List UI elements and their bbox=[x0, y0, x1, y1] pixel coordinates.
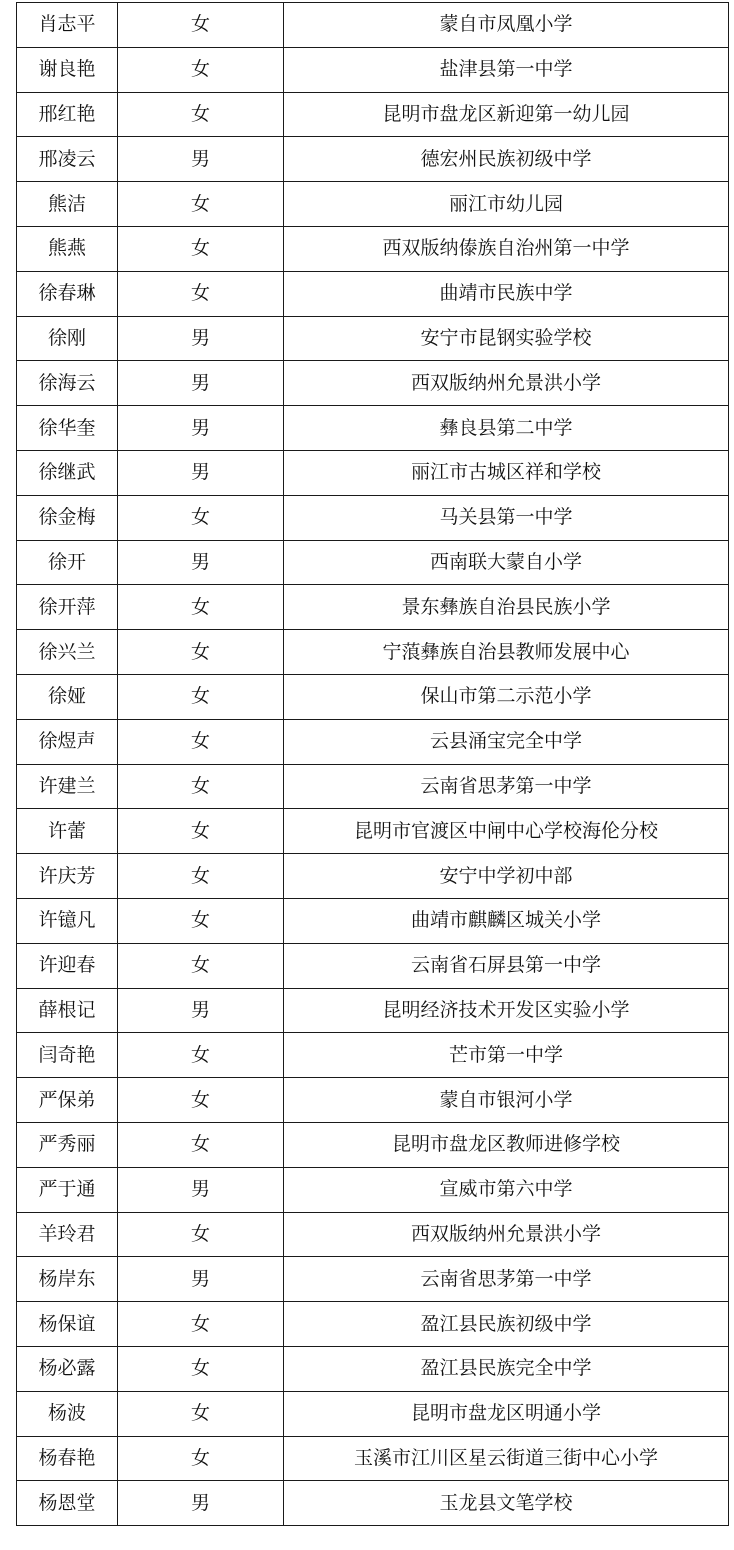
gender-cell: 女 bbox=[118, 809, 284, 854]
table-row bbox=[17, 674, 729, 719]
name-cell: 邢红艳 bbox=[17, 92, 118, 137]
school-cell: 玉龙县文笔学校 bbox=[284, 1481, 729, 1526]
gender-cell: 女 bbox=[118, 898, 284, 943]
gender-cell: 男 bbox=[118, 316, 284, 361]
gender-cell: 女 bbox=[118, 3, 284, 48]
table-row bbox=[17, 3, 729, 48]
gender-cell: 男 bbox=[118, 406, 284, 451]
name-cell: 徐金梅 bbox=[17, 495, 118, 540]
gender-cell: 男 bbox=[118, 1481, 284, 1526]
school-cell: 云南省石屏县第一中学 bbox=[284, 943, 729, 988]
school-cell: 昆明市盘龙区教师进修学校 bbox=[284, 1122, 729, 1167]
school-cell: 盈江县民族初级中学 bbox=[284, 1302, 729, 1347]
table-row bbox=[17, 1033, 729, 1078]
gender-cell: 女 bbox=[118, 182, 284, 227]
gender-cell: 女 bbox=[118, 92, 284, 137]
table-row bbox=[17, 1436, 729, 1481]
name-cell: 徐华奎 bbox=[17, 406, 118, 451]
roster-table bbox=[16, 2, 729, 1526]
table-row bbox=[17, 1122, 729, 1167]
table-row bbox=[17, 1346, 729, 1391]
table-row bbox=[17, 630, 729, 675]
table-row bbox=[17, 1167, 729, 1212]
name-cell: 羊玲君 bbox=[17, 1212, 118, 1257]
name-cell: 杨波 bbox=[17, 1391, 118, 1436]
name-cell: 严于通 bbox=[17, 1167, 118, 1212]
name-cell: 严秀丽 bbox=[17, 1122, 118, 1167]
table-row bbox=[17, 137, 729, 182]
table-row bbox=[17, 1302, 729, 1347]
school-cell: 曲靖市民族中学 bbox=[284, 271, 729, 316]
table-row bbox=[17, 182, 729, 227]
school-cell: 保山市第二示范小学 bbox=[284, 674, 729, 719]
school-cell: 昆明市盘龙区新迎第一幼儿园 bbox=[284, 92, 729, 137]
table-row bbox=[17, 1078, 729, 1123]
school-cell: 丽江市幼儿园 bbox=[284, 182, 729, 227]
school-cell: 玉溪市江川区星云街道三街中心小学 bbox=[284, 1436, 729, 1481]
gender-cell: 女 bbox=[118, 226, 284, 271]
table-row bbox=[17, 988, 729, 1033]
school-cell: 云南省思茅第一中学 bbox=[284, 764, 729, 809]
name-cell: 熊燕 bbox=[17, 226, 118, 271]
name-cell: 徐开 bbox=[17, 540, 118, 585]
gender-cell: 女 bbox=[118, 719, 284, 764]
name-cell: 徐开萍 bbox=[17, 585, 118, 630]
table-row bbox=[17, 1257, 729, 1302]
table-row bbox=[17, 943, 729, 988]
name-cell: 杨保谊 bbox=[17, 1302, 118, 1347]
school-cell: 西双版纳州允景洪小学 bbox=[284, 361, 729, 406]
gender-cell: 女 bbox=[118, 630, 284, 675]
table-row bbox=[17, 719, 729, 764]
gender-cell: 女 bbox=[118, 495, 284, 540]
gender-cell: 女 bbox=[118, 943, 284, 988]
school-cell: 云南省思茅第一中学 bbox=[284, 1257, 729, 1302]
roster-table-body bbox=[17, 3, 729, 1526]
gender-cell: 女 bbox=[118, 1122, 284, 1167]
gender-cell: 女 bbox=[118, 674, 284, 719]
gender-cell: 男 bbox=[118, 988, 284, 1033]
table-row bbox=[17, 854, 729, 899]
school-cell: 盈江县民族完全中学 bbox=[284, 1346, 729, 1391]
table-row bbox=[17, 540, 729, 585]
school-cell: 景东彝族自治县民族小学 bbox=[284, 585, 729, 630]
gender-cell: 女 bbox=[118, 1302, 284, 1347]
school-cell: 西双版纳傣族自治州第一中学 bbox=[284, 226, 729, 271]
school-cell: 丽江市古城区祥和学校 bbox=[284, 450, 729, 495]
table-row bbox=[17, 271, 729, 316]
name-cell: 肖志平 bbox=[17, 3, 118, 48]
table-row bbox=[17, 1391, 729, 1436]
table-row bbox=[17, 1481, 729, 1526]
name-cell: 许镱凡 bbox=[17, 898, 118, 943]
name-cell: 徐刚 bbox=[17, 316, 118, 361]
school-cell: 芒市第一中学 bbox=[284, 1033, 729, 1078]
school-cell: 昆明经济技术开发区实验小学 bbox=[284, 988, 729, 1033]
name-cell: 杨岸东 bbox=[17, 1257, 118, 1302]
gender-cell: 女 bbox=[118, 271, 284, 316]
school-cell: 彝良县第二中学 bbox=[284, 406, 729, 451]
school-cell: 昆明市官渡区中闸中心学校海伦分校 bbox=[284, 809, 729, 854]
name-cell: 徐娅 bbox=[17, 674, 118, 719]
gender-cell: 女 bbox=[118, 1391, 284, 1436]
school-cell: 曲靖市麒麟区城关小学 bbox=[284, 898, 729, 943]
school-cell: 德宏州民族初级中学 bbox=[284, 137, 729, 182]
school-cell: 蒙自市凤凰小学 bbox=[284, 3, 729, 48]
school-cell: 云县涌宝完全中学 bbox=[284, 719, 729, 764]
table-row bbox=[17, 495, 729, 540]
name-cell: 邢凌云 bbox=[17, 137, 118, 182]
gender-cell: 男 bbox=[118, 1167, 284, 1212]
name-cell: 杨恩堂 bbox=[17, 1481, 118, 1526]
name-cell: 闫奇艳 bbox=[17, 1033, 118, 1078]
name-cell: 徐兴兰 bbox=[17, 630, 118, 675]
gender-cell: 女 bbox=[118, 1078, 284, 1123]
name-cell: 许庆芳 bbox=[17, 854, 118, 899]
name-cell: 杨必露 bbox=[17, 1346, 118, 1391]
table-row bbox=[17, 316, 729, 361]
gender-cell: 女 bbox=[118, 764, 284, 809]
table-row bbox=[17, 764, 729, 809]
gender-cell: 男 bbox=[118, 361, 284, 406]
table-row bbox=[17, 226, 729, 271]
name-cell: 许蕾 bbox=[17, 809, 118, 854]
gender-cell: 女 bbox=[118, 1212, 284, 1257]
school-cell: 马关县第一中学 bbox=[284, 495, 729, 540]
name-cell: 徐煜声 bbox=[17, 719, 118, 764]
school-cell: 宣威市第六中学 bbox=[284, 1167, 729, 1212]
name-cell: 徐春琳 bbox=[17, 271, 118, 316]
school-cell: 宁蒗彝族自治县教师发展中心 bbox=[284, 630, 729, 675]
gender-cell: 女 bbox=[118, 1436, 284, 1481]
name-cell: 许建兰 bbox=[17, 764, 118, 809]
gender-cell: 男 bbox=[118, 1257, 284, 1302]
table-row bbox=[17, 47, 729, 92]
school-cell: 蒙自市银河小学 bbox=[284, 1078, 729, 1123]
school-cell: 昆明市盘龙区明通小学 bbox=[284, 1391, 729, 1436]
table-row bbox=[17, 898, 729, 943]
name-cell: 许迎春 bbox=[17, 943, 118, 988]
name-cell: 严保弟 bbox=[17, 1078, 118, 1123]
school-cell: 盐津县第一中学 bbox=[284, 47, 729, 92]
name-cell: 徐海云 bbox=[17, 361, 118, 406]
table-row bbox=[17, 809, 729, 854]
school-cell: 西南联大蒙自小学 bbox=[284, 540, 729, 585]
gender-cell: 女 bbox=[118, 1033, 284, 1078]
gender-cell: 女 bbox=[118, 1346, 284, 1391]
gender-cell: 男 bbox=[118, 137, 284, 182]
school-cell: 安宁市昆钢实验学校 bbox=[284, 316, 729, 361]
name-cell: 杨春艳 bbox=[17, 1436, 118, 1481]
gender-cell: 女 bbox=[118, 854, 284, 899]
table-row bbox=[17, 450, 729, 495]
name-cell: 谢良艳 bbox=[17, 47, 118, 92]
gender-cell: 男 bbox=[118, 540, 284, 585]
name-cell: 熊洁 bbox=[17, 182, 118, 227]
gender-cell: 男 bbox=[118, 450, 284, 495]
table-row bbox=[17, 406, 729, 451]
table-row bbox=[17, 585, 729, 630]
table-row bbox=[17, 361, 729, 406]
school-cell: 西双版纳州允景洪小学 bbox=[284, 1212, 729, 1257]
name-cell: 薛根记 bbox=[17, 988, 118, 1033]
gender-cell: 女 bbox=[118, 47, 284, 92]
table-row bbox=[17, 92, 729, 137]
gender-cell: 女 bbox=[118, 585, 284, 630]
school-cell: 安宁中学初中部 bbox=[284, 854, 729, 899]
table-row bbox=[17, 1212, 729, 1257]
name-cell: 徐继武 bbox=[17, 450, 118, 495]
